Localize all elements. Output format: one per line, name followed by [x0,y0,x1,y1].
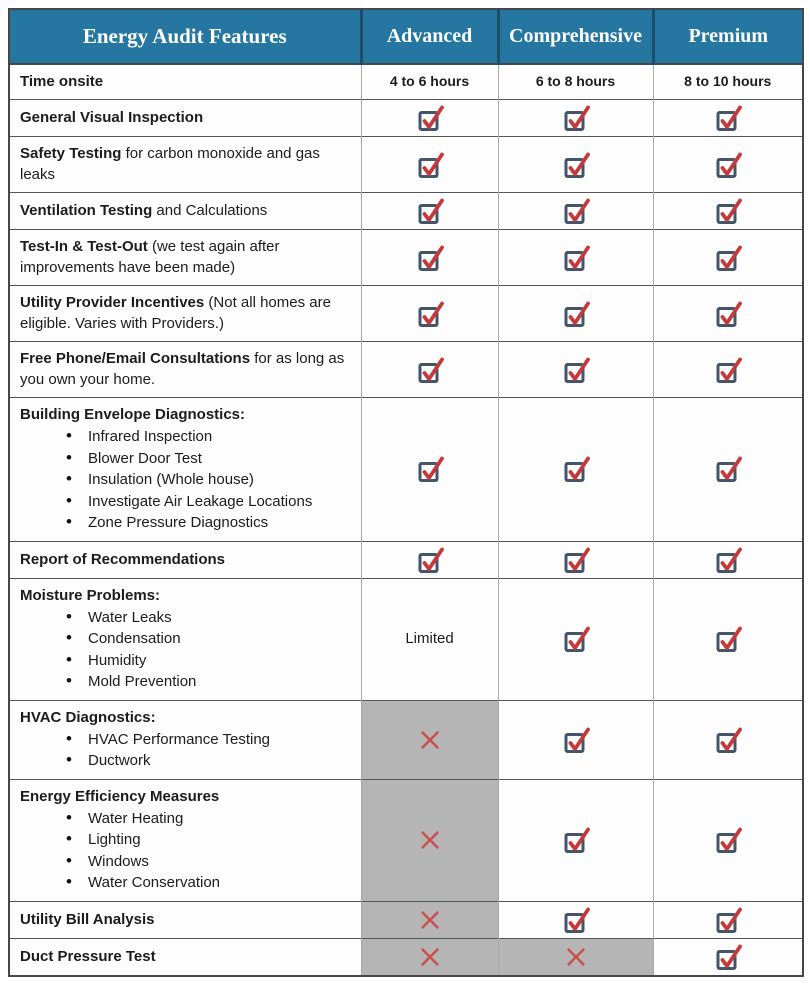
feature-title: Building Envelope Diagnostics: [20,406,246,423]
feature-cell [9,342,361,398]
checked-checkbox-icon [562,726,590,754]
table-row [9,100,803,137]
feature-description: for as long as you own your home. [20,350,345,388]
included-cell [653,137,803,193]
checked-checkbox-icon [562,356,590,384]
table-row [9,578,803,700]
feature-bullet: • Condensation [66,628,351,650]
x-mark-icon [418,945,442,969]
included-cell [498,137,653,193]
table-row [9,779,803,901]
feature-bullet: • Blower Door Test [66,448,351,470]
included-cell [653,230,803,286]
value-text-cell [361,578,498,700]
table-header [9,9,803,64]
included-cell [361,342,498,398]
included-cell [653,901,803,938]
feature-bullet: • Ductwork [66,750,351,772]
feature-cell [9,541,361,578]
feature-bullet-list [20,808,351,894]
included-cell [653,938,803,976]
feature-bullet: • Zone Pressure Diagnostics [66,512,351,534]
feature-bullet: • Water Conservation [66,872,351,894]
feature-title: Utility Bill Analysis [20,910,155,928]
checked-checkbox-icon [416,244,444,272]
checked-checkbox-icon [416,104,444,132]
checked-checkbox-icon [714,356,742,384]
x-mark-icon [418,908,442,932]
table-row [9,541,803,578]
included-cell [653,578,803,700]
feature-title: Report of Recommendations [20,550,226,568]
included-cell [498,700,653,779]
value-text-cell [498,64,653,100]
feature-bullet: • Lighting [66,829,351,851]
table-row [9,230,803,286]
feature-cell [9,700,361,779]
feature-title: Free Phone/Email Consultations [20,350,251,367]
included-cell [498,193,653,230]
included-cell [498,100,653,137]
table-row [9,938,803,976]
included-cell [498,578,653,700]
checked-checkbox-icon [714,546,742,574]
checked-checkbox-icon [714,726,742,754]
x-mark-icon [564,945,588,969]
feature-title: Safety Testing [20,145,122,162]
included-cell [498,286,653,342]
table-row [9,901,803,938]
value-text: 4 to 6 hours [389,73,470,89]
checked-checkbox-icon [562,546,590,574]
feature-bullet: • Infrared Inspection [66,426,351,448]
feature-title: General Visual Inspection [20,109,204,126]
not-included-cell [361,700,498,779]
table-row [9,398,803,542]
checked-checkbox-icon [562,625,590,653]
feature-cell [9,64,361,100]
feature-bullet-list [20,607,351,693]
feature-cell [9,230,361,286]
checked-checkbox-icon [714,151,742,179]
table-row [9,286,803,342]
included-cell [498,541,653,578]
header-comprehensive: Comprehensive [498,9,653,64]
value-text-cell [653,64,803,100]
not-included-cell [361,779,498,901]
feature-title: HVAC Diagnostics: [20,708,156,726]
value-text-cell [361,64,498,100]
feature-cell [9,398,361,542]
header-premium: Premium [653,9,803,64]
included-cell [361,541,498,578]
included-cell [361,398,498,542]
checked-checkbox-icon [714,244,742,272]
feature-title: Energy Efficiency Measures [20,787,220,805]
included-cell [653,779,803,901]
included-cell [653,541,803,578]
feature-title: Moisture Problems: [20,586,161,604]
included-cell [361,137,498,193]
checked-checkbox-icon [562,151,590,179]
checked-checkbox-icon [714,300,742,328]
checked-checkbox-icon [714,625,742,653]
checked-checkbox-icon [562,244,590,272]
feature-bullet: • Mold Prevention [66,671,351,693]
header-advanced: Advanced [361,9,498,64]
value-text: Limited [405,630,454,647]
feature-description: and Calculations [152,202,268,219]
header-features: Energy Audit Features [9,9,361,64]
checked-checkbox-icon [416,300,444,328]
not-included-cell [361,901,498,938]
feature-cell [9,137,361,193]
feature-bullet: • Investigate Air Leakage Locations [66,491,351,513]
table-body [9,64,803,976]
feature-title: Time onsite [20,73,104,90]
x-mark-icon [418,728,442,752]
checked-checkbox-icon [416,151,444,179]
included-cell [653,700,803,779]
feature-description: (we test again after improvements have been made) [20,238,280,276]
included-cell [361,230,498,286]
checked-checkbox-icon [416,455,444,483]
table-row [9,342,803,398]
checked-checkbox-icon [562,826,590,854]
feature-bullet: • Water Heating [66,808,351,830]
feature-bullet: • HVAC Performance Testing [66,729,351,751]
feature-description: for carbon monoxide and gas leaks [20,145,320,183]
checked-checkbox-icon [714,826,742,854]
table-row [9,64,803,100]
header-row [9,9,803,64]
feature-bullet: • Windows [66,851,351,873]
included-cell [498,342,653,398]
feature-cell [9,779,361,901]
feature-bullet: • Water Leaks [66,607,351,629]
feature-cell [9,193,361,230]
feature-title: Ventilation Testing [20,202,153,219]
feature-cell [9,901,361,938]
checked-checkbox-icon [714,104,742,132]
checked-checkbox-icon [714,197,742,225]
table-row [9,193,803,230]
included-cell [361,286,498,342]
feature-bullet: • Humidity [66,650,351,672]
included-cell [653,193,803,230]
feature-bullet-list [20,729,351,772]
included-cell [498,398,653,542]
energy-audit-comparison-table [8,8,804,977]
checked-checkbox-icon [416,356,444,384]
included-cell [653,100,803,137]
checked-checkbox-icon [416,197,444,225]
checked-checkbox-icon [416,546,444,574]
checked-checkbox-icon [714,455,742,483]
checked-checkbox-icon [562,455,590,483]
included-cell [653,342,803,398]
checked-checkbox-icon [562,104,590,132]
value-text: 6 to 8 hours [535,73,616,89]
feature-title: Utility Provider Incentives [20,294,205,311]
checked-checkbox-icon [562,300,590,328]
feature-title: Duct Pressure Test [20,947,156,965]
included-cell [653,398,803,542]
included-cell [498,779,653,901]
feature-bullet-list [20,426,351,534]
not-included-cell [498,938,653,976]
feature-cell [9,286,361,342]
included-cell [498,230,653,286]
included-cell [361,100,498,137]
feature-cell [9,578,361,700]
included-cell [361,193,498,230]
value-text: 8 to 10 hours [684,73,772,89]
included-cell [498,901,653,938]
feature-cell [9,100,361,137]
x-mark-icon [418,828,442,852]
included-cell [653,286,803,342]
feature-cell [9,938,361,976]
feature-description: (Not all homes are eligible. Varies with Providers.) [20,294,331,332]
not-included-cell [361,938,498,976]
feature-bullet: • Insulation (Whole house) [66,469,351,491]
checked-checkbox-icon [714,943,742,971]
feature-title: Test-In & Test-Out [20,238,148,255]
table-row [9,700,803,779]
table-row [9,137,803,193]
checked-checkbox-icon [562,197,590,225]
